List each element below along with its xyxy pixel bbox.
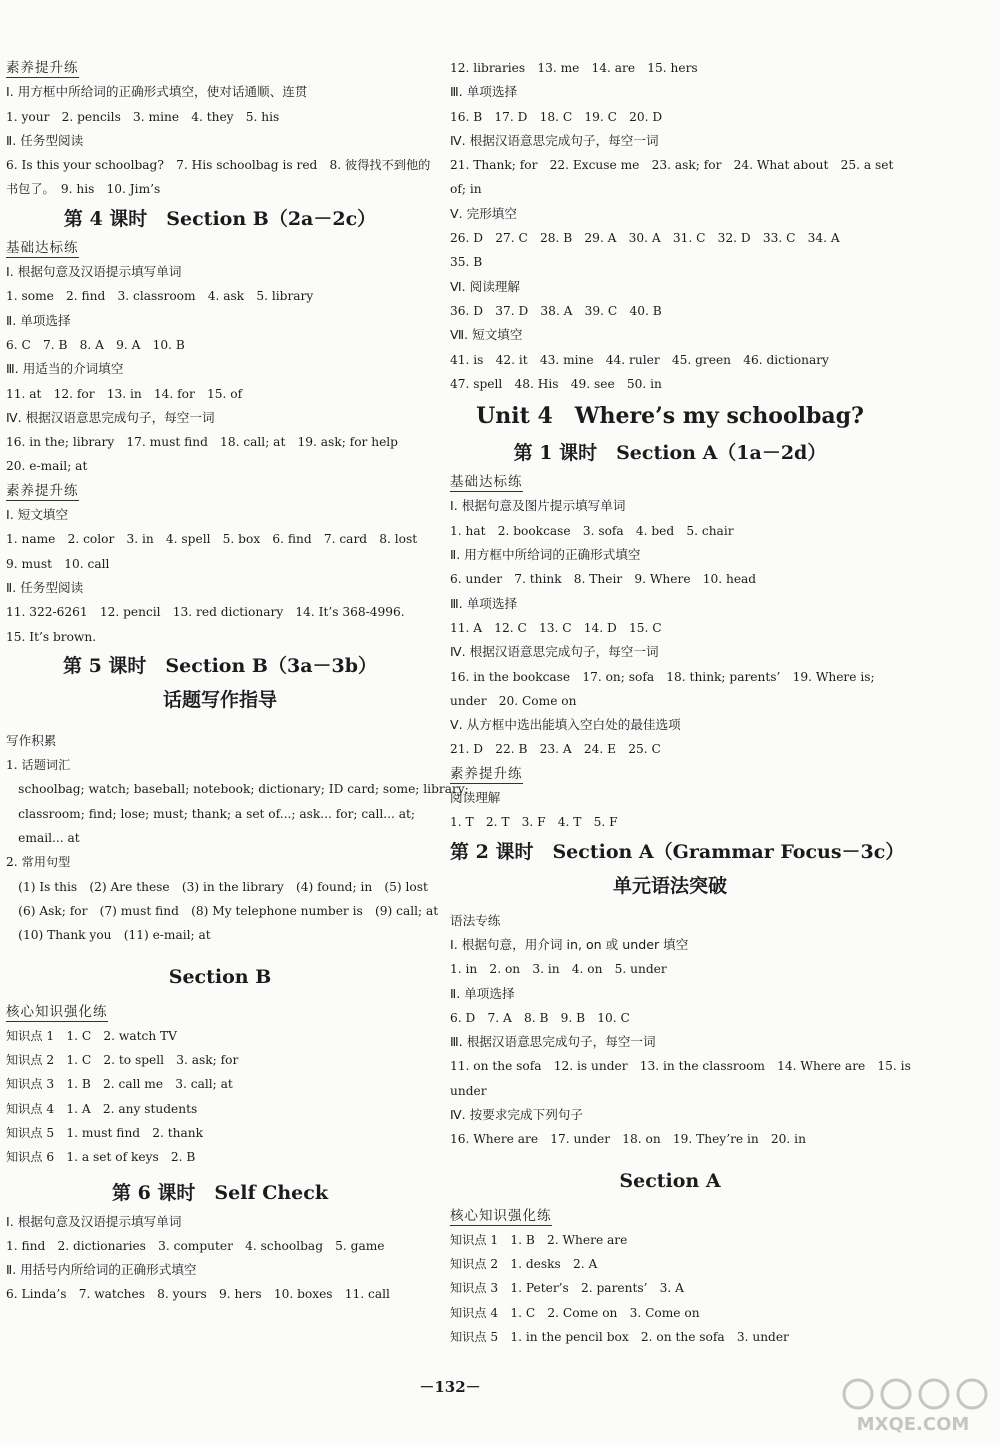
answer-line: 21. Thank; for 22. Excuse me 23. ask; for 24. What about 25. a set <box>450 158 894 173</box>
answer-line: 6. C 7. B 8. A 9. A 10. B <box>6 337 185 352</box>
exercise-heading: 写作积累 <box>6 732 57 748</box>
answer-line: schoolbag; watch; baseball; notebook; dictionary; ID card; some; library; <box>6 782 469 797</box>
practice-header-label: 素养提升练 <box>6 482 79 499</box>
answer-line: (10) Thank you (11) e-mail; at <box>6 928 211 943</box>
answer-line: 11. on the sofa 12. is under 13. in the classroom 14. Where are 15. is <box>450 1059 911 1074</box>
answer-line: 9. must 10. call <box>6 556 110 571</box>
exercise-heading: Ⅱ. 单项选择 <box>450 985 515 1001</box>
answer-line: classroom; find; lose; must; thank; a set of...; ask... for; call... at; <box>6 806 416 821</box>
section-title: 第 1 课时 Section A（1a－2d） <box>513 442 827 465</box>
answer-line: 1. your 2. pencils 3. mine 4. they 5. his <box>6 109 280 124</box>
section-title: Section A <box>619 1169 721 1192</box>
exercise-heading: Ⅳ. 按要求完成下列句子 <box>450 1106 583 1122</box>
spacer <box>450 1152 890 1164</box>
practice-header <box>6 56 434 80</box>
practice-header <box>6 479 434 503</box>
answer-line: 36. D 37. D 38. A 39. C 40. B <box>450 303 662 318</box>
section-title: Section B <box>168 965 272 988</box>
exercise-heading: Ⅰ. 根据句意及图片提示填写单词 <box>450 498 626 514</box>
answer-line: (1) Is this (2) Are these (3) in the library (4) found; in (5) lost <box>6 879 428 894</box>
answer-line: 知识点 5 1. in the pencil box 2. on the sofa 3. under <box>450 1330 789 1345</box>
page-number: －132－ <box>419 1378 481 1396</box>
practice-header <box>450 470 890 494</box>
answer-line: 6. Linda’s 7. watches 8. yours 9. hers 10. boxes 11. call <box>6 1287 390 1302</box>
practice-header-label: 素养提升练 <box>6 60 79 76</box>
answer-line: 知识点 4 1. C 2. Come on 3. Come on <box>450 1305 700 1320</box>
answer-line: 1. some 2. find 3. classroom 4. ask 5. library <box>6 289 314 304</box>
exercise-heading: Ⅱ. 用括号内所给词的正确形式填空 <box>6 1262 197 1278</box>
exercise-heading: Ⅳ. 根据汉语意思完成句子，每空一词 <box>6 409 215 425</box>
section-title: 单元语法突破 <box>612 874 727 897</box>
section-title: 第 6 课时 Self Check <box>111 1181 329 1204</box>
answer-line: 41. is 42. it 43. mine 44. ruler 45. green 46. dictionary <box>450 352 829 367</box>
exercise-heading: Ⅰ. 根据句意及汉语提示填写单词 <box>6 264 182 280</box>
exercise-heading: Ⅳ. 根据汉语意思完成句子，每空一词 <box>450 132 659 148</box>
section-title: 第 5 课时 Section B（3a－3b） <box>62 654 378 677</box>
section-title: 第 4 课时 Section B（2a－2c） <box>63 207 377 230</box>
exercise-heading: Ⅵ. 阅读理解 <box>450 278 520 294</box>
answer-line: 16. in the; library 17. must find 18. call; at 19. ask; for help <box>6 435 398 450</box>
section-title: 话题写作指导 <box>162 688 277 711</box>
answer-line: 1. find 2. dictionaries 3. computer 4. schoolbag 5. game <box>6 1238 385 1253</box>
exercise-heading: Ⅴ. 完形填空 <box>450 205 517 221</box>
answer-line: 知识点 3 1. Peter’s 2. parents’ 3. A <box>450 1281 684 1296</box>
exercise-heading: Ⅲ. 根据汉语意思完成句子，每空一词 <box>450 1034 656 1050</box>
watermark-text: MXQE.COM <box>856 1414 970 1435</box>
section-title: Unit 4 Where’s my schoolbag? <box>476 403 864 430</box>
answer-line: 26. D 27. C 28. B 29. A 30. A 31. C 32. D 33. C 34. A <box>450 231 840 246</box>
answer-line: 15. It’s brown. <box>6 629 97 644</box>
practice-header-label: 基础达标练 <box>6 239 79 256</box>
watermark-logo <box>838 1372 988 1436</box>
right-column <box>450 56 911 1349</box>
exercise-heading: Ⅰ. 用方框中所给词的正确形式填空，使对话通顺、连贯 <box>6 84 308 100</box>
answer-line: 21. D 22. B 23. A 24. E 25. C <box>450 742 661 757</box>
exercise-heading: 语法专练 <box>450 912 501 928</box>
answer-line: 20. e-mail; at <box>6 459 88 474</box>
answer-line: email... at <box>6 831 80 846</box>
practice-header-label: 素养提升练 <box>450 765 523 782</box>
answer-line: 11. A 12. C 13. C 14. D 15. C <box>450 620 662 635</box>
practice-header-label: 核心知识强化练 <box>6 1003 108 1020</box>
answer-line: 知识点 1 1. B 2. Where are <box>450 1232 628 1247</box>
answer-line: 知识点 3 1. B 2. call me 3. call; at <box>6 1077 233 1092</box>
answer-line: 6. D 7. A 8. B 9. B 10. C <box>450 1010 630 1025</box>
answer-line: of; in <box>450 182 482 197</box>
answer-line: 12. libraries 13. me 14. are 15. hers <box>450 61 698 75</box>
exercise-heading: 阅读理解 <box>450 790 501 806</box>
section-title: 第 2 课时 Section A（Grammar Focus－3c） <box>450 840 905 863</box>
answer-line: 47. spell 48. His 49. see 50. in <box>450 376 662 391</box>
exercise-heading: Ⅱ. 单项选择 <box>6 312 71 328</box>
practice-header-label: 核心知识强化练 <box>450 1207 552 1224</box>
answer-line: 知识点 4 1. A 2. any students <box>6 1101 198 1116</box>
answer-line: 知识点 5 1. must find 2. thank <box>6 1125 204 1140</box>
exercise-heading: Ⅰ. 根据句意，用介词 in, on 或 under 填空 <box>450 936 689 952</box>
spacer <box>6 948 434 960</box>
exercise-heading: Ⅶ. 短文填空 <box>450 327 523 343</box>
exercise-heading: Ⅲ. 单项选择 <box>450 84 518 100</box>
exercise-heading: Ⅲ. 用适当的介词填空 <box>6 361 124 377</box>
exercise-heading: Ⅰ. 根据句意及汉语提示填写单词 <box>6 1213 182 1229</box>
answer-line: 知识点 2 1. desks 2. A <box>450 1257 598 1272</box>
answer-line: 35. B <box>450 255 483 270</box>
exercise-heading: Ⅰ. 短文填空 <box>6 507 69 523</box>
answer-line: (6) Ask; for (7) must find (8) My telephone number is (9) call; at <box>6 903 439 918</box>
answer-line: 1. hat 2. bookcase 3. sofa 4. bed 5. chair <box>450 523 734 538</box>
answer-line: 6. under 7. think 8. Their 9. Where 10. head <box>450 572 757 587</box>
answer-line: 知识点 6 1. a set of keys 2. B <box>6 1150 196 1165</box>
answer-line: 11. at 12. for 13. in 14. for 15. of <box>6 386 243 401</box>
answer-line: 知识点 2 1. C 2. to spell 3. ask; for <box>6 1053 239 1068</box>
exercise-heading: Ⅱ. 任务型阅读 <box>6 132 84 148</box>
answer-line: 1. T 2. T 3. F 4. T 5. F <box>450 815 618 830</box>
exercise-heading: Ⅳ. 根据汉语意思完成句子，每空一词 <box>450 644 659 660</box>
practice-header-label: 基础达标练 <box>450 474 523 491</box>
practice-header <box>6 236 434 260</box>
answer-line: 2. 常用句型 <box>6 855 71 870</box>
practice-header <box>450 762 890 786</box>
answer-line: 1. name 2. color 3. in 4. spell 5. box 6. find 7. card 8. lost <box>6 532 418 547</box>
practice-header <box>6 1000 434 1024</box>
exercise-heading: Ⅴ. 从方框中选出能填入空白处的最佳选项 <box>450 717 681 733</box>
answer-line: 知识点 1 1. C 2. watch TV <box>6 1028 177 1043</box>
exercise-heading: Ⅱ. 用方框中所给词的正确形式填空 <box>450 547 641 563</box>
answer-line: 1. 话题词汇 <box>6 758 71 773</box>
answer-line: under 20. Come on <box>450 693 577 708</box>
exercise-heading: Ⅱ. 任务型阅读 <box>6 579 84 595</box>
answer-line: 1. in 2. on 3. in 4. on 5. under <box>450 962 667 977</box>
answer-line: under <box>450 1083 487 1098</box>
spacer <box>6 717 434 729</box>
answer-line: 书包了。 9. his 10. Jim’s <box>6 182 161 197</box>
exercise-heading: Ⅲ. 单项选择 <box>450 595 518 611</box>
practice-header <box>450 1204 890 1228</box>
answer-line: 6. Is this your schoolbag? 7. His schoolbag is red 8. 彼得找不到他的 <box>6 158 431 173</box>
answer-line: 11. 322-6261 12. pencil 13. red dictionary 14. It’s 368-4996. <box>6 605 405 620</box>
answer-line: 16. in the bookcase 17. on; sofa 18. think; parents’ 19. Where is; <box>450 669 875 684</box>
answer-line: 16. Where are 17. under 18. on 19. They’re in 20. in <box>450 1132 806 1147</box>
answer-line: 16. B 17. D 18. C 19. C 20. D <box>450 109 663 124</box>
